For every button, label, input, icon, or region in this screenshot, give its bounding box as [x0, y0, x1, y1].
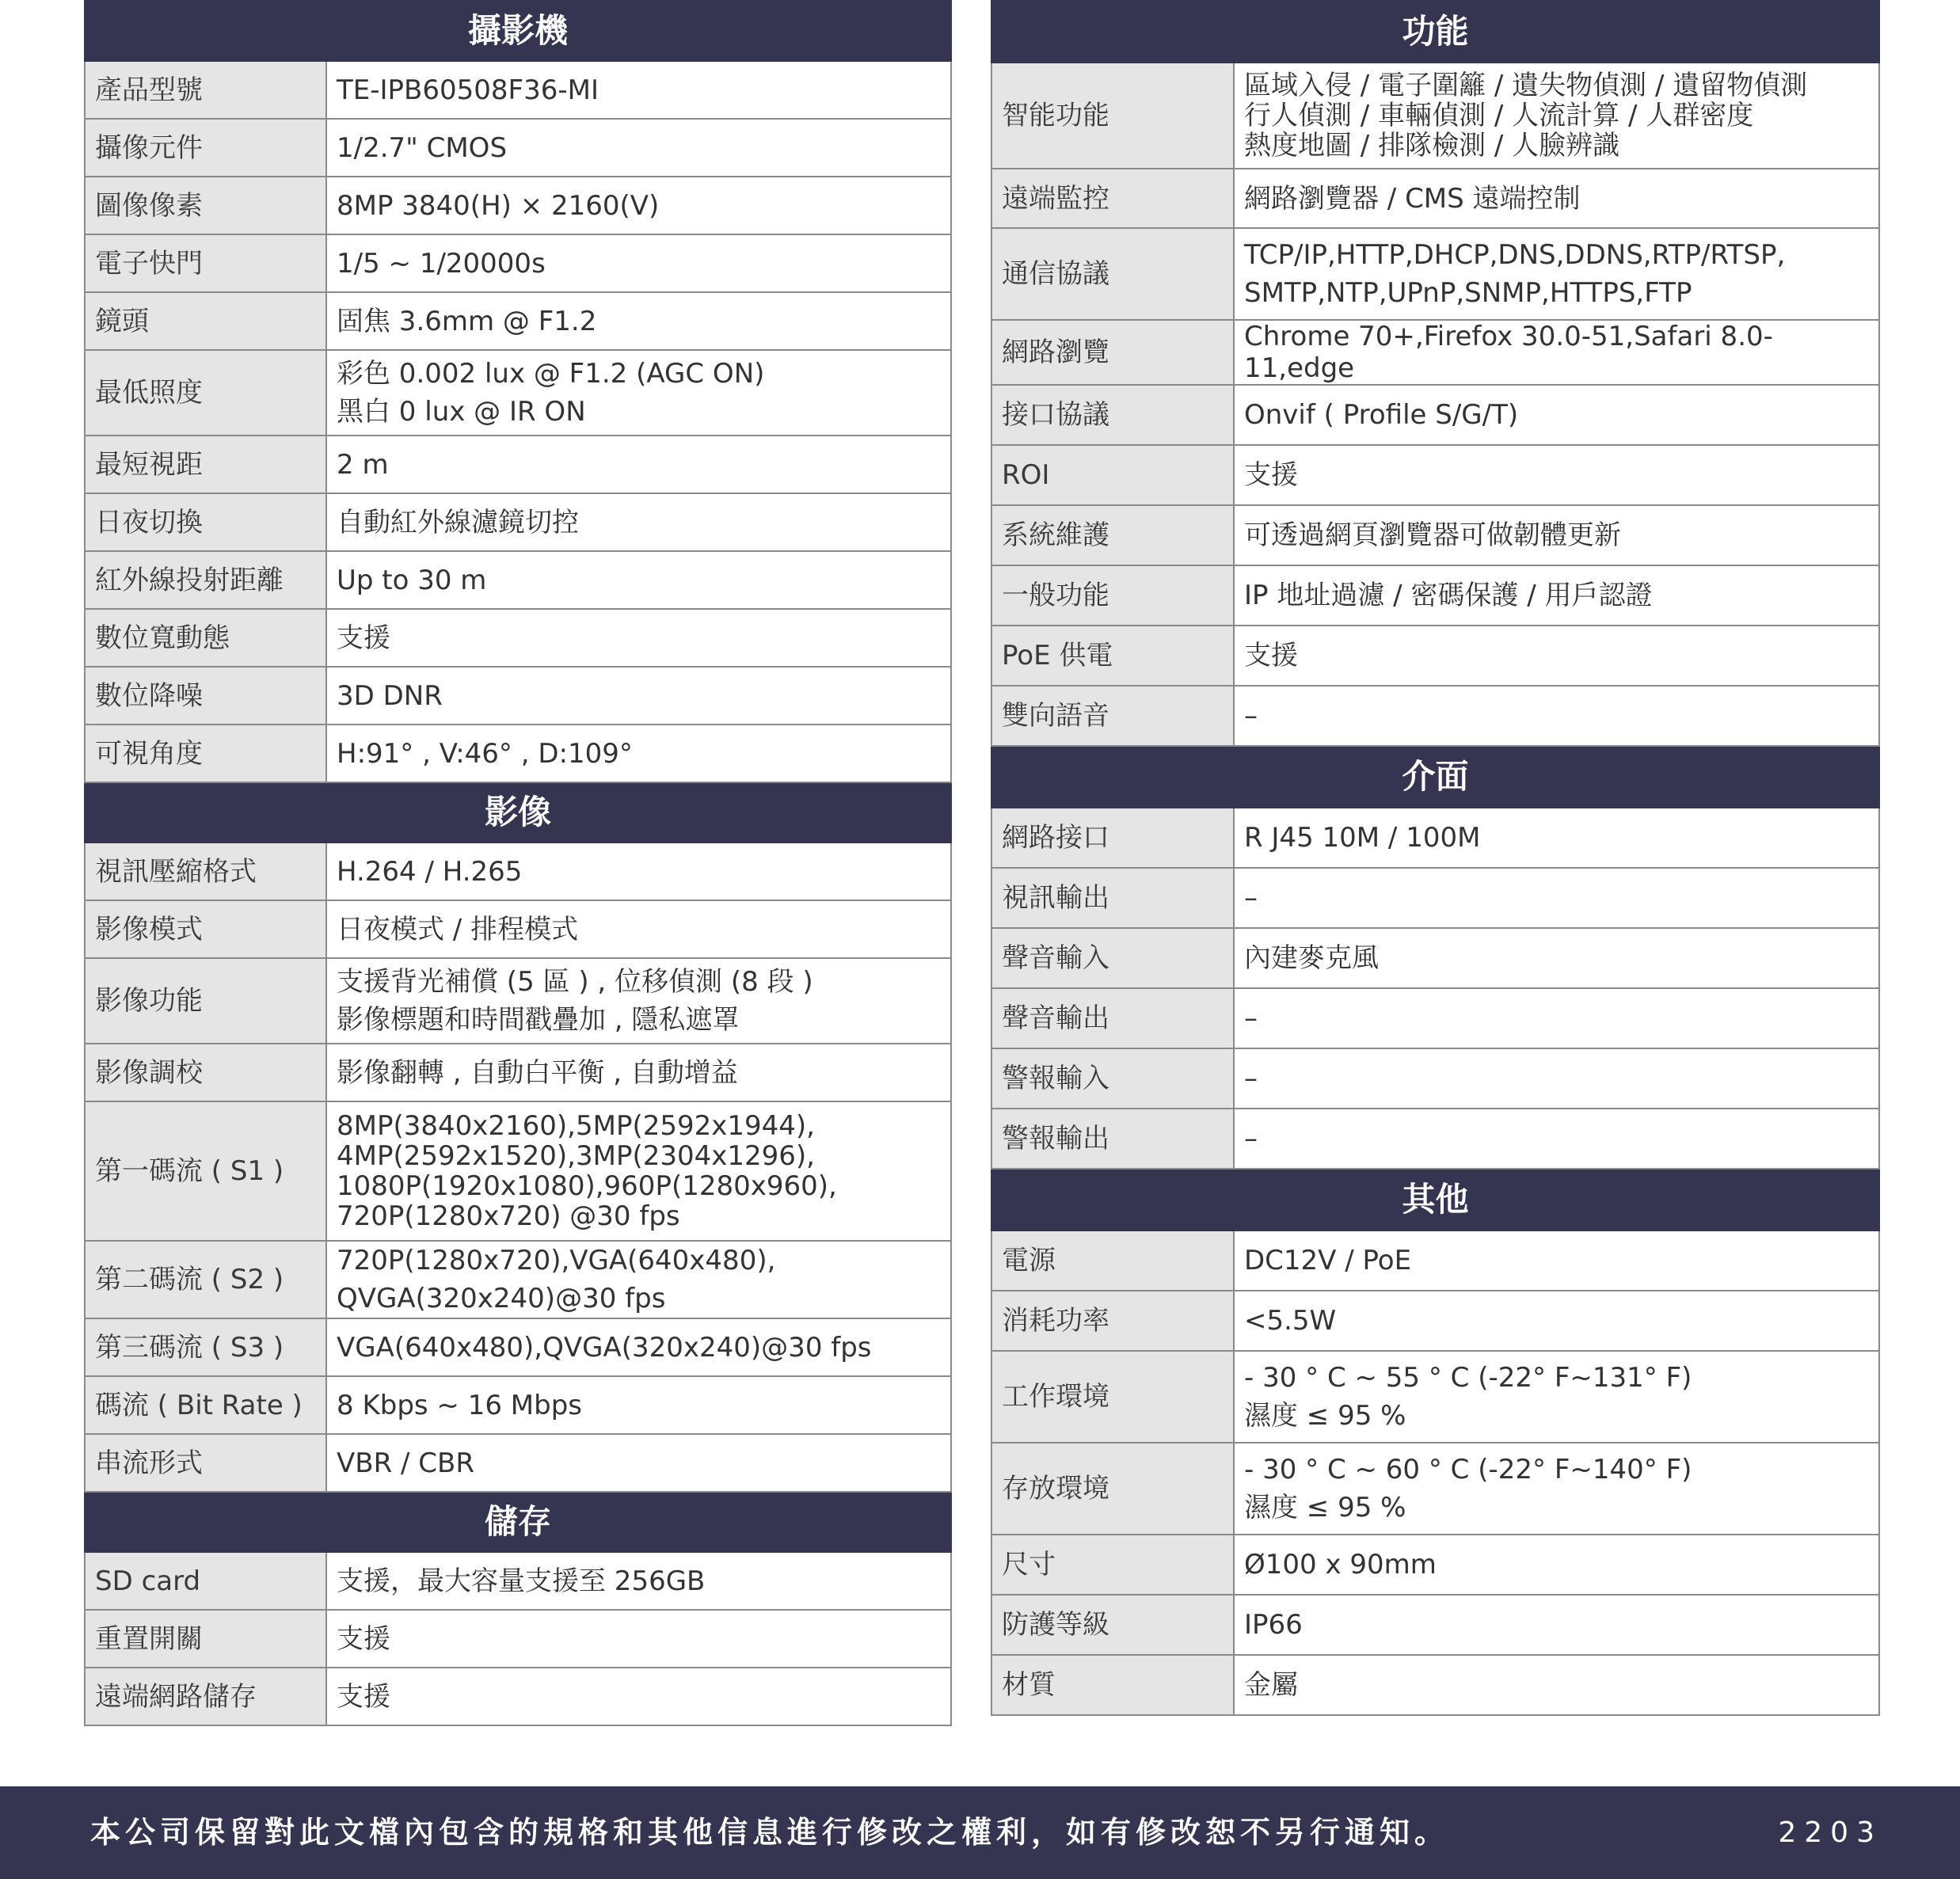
spec-value — [1234, 320, 1879, 385]
spec-value-line: – — [1244, 1123, 1258, 1154]
spec-value-line: DC12V / PoE — [1244, 1245, 1412, 1276]
spec-row — [991, 63, 1879, 169]
spec-row — [85, 1376, 951, 1434]
spec-label: 最低照度 — [85, 350, 326, 436]
spec-value-line: TE-IPB60508F36-MI — [337, 74, 599, 106]
spec-value — [1234, 988, 1879, 1048]
spec-row — [991, 808, 1879, 868]
spec-row — [85, 900, 951, 958]
spec-value — [326, 1101, 951, 1241]
spec-row — [85, 350, 951, 436]
spec-value — [1234, 626, 1879, 686]
section-header-storage — [85, 1492, 951, 1552]
spec-value-line: 8MP(3840x2160),5MP(2592x1944), — [337, 1110, 815, 1142]
spec-value-line: 彩色 0.002 lux @ F1.2 (AGC ON) — [337, 358, 765, 390]
spec-value — [1234, 686, 1879, 746]
spec-row — [85, 292, 951, 350]
section-title: 介面 — [991, 746, 1879, 808]
spec-value-line: IP66 — [1244, 1609, 1303, 1641]
spec-row — [991, 1535, 1879, 1595]
spec-row — [85, 843, 951, 900]
spec-label: 視訊壓縮格式 — [85, 843, 326, 900]
spec-label: SD card — [85, 1552, 326, 1610]
footer-version-code: 2203 — [1778, 1816, 1882, 1849]
spec-row — [85, 609, 951, 667]
spec-value — [326, 609, 951, 667]
spec-label: 第三碼流 ( S3 ) — [85, 1318, 326, 1376]
spec-value — [326, 1241, 951, 1318]
spec-row — [991, 1109, 1879, 1169]
spec-value-line: – — [1244, 1063, 1258, 1094]
spec-value-line: - 30 ° C ~ 60 ° C (-22° F~140° F) — [1244, 1454, 1692, 1485]
spec-label: 系統維護 — [991, 505, 1234, 565]
spec-value — [326, 61, 951, 119]
spec-label: 聲音輸出 — [991, 988, 1234, 1048]
spec-row — [991, 1048, 1879, 1109]
spec-value — [1234, 505, 1879, 565]
spec-value — [1234, 1109, 1879, 1169]
spec-value-line: 自動紅外線濾鏡切控 — [337, 506, 579, 538]
spec-label: 網路接口 — [991, 808, 1234, 868]
spec-label: 遠端網路儲存 — [85, 1668, 326, 1725]
section-header-camera — [85, 1, 951, 61]
spec-label: 日夜切換 — [85, 493, 326, 551]
spec-value — [326, 958, 951, 1044]
spec-label: 雙向語音 — [991, 686, 1234, 746]
spec-label: 圖像像素 — [85, 177, 326, 234]
spec-value — [326, 551, 951, 609]
spec-value-line: 720P(1280x720),VGA(640x480), — [337, 1245, 776, 1276]
spec-value — [326, 292, 951, 350]
spec-label: 數位寬動態 — [85, 609, 326, 667]
spec-value-line: 支援 — [337, 1680, 390, 1713]
spec-label: 智能功能 — [991, 63, 1234, 169]
spec-value — [1234, 445, 1879, 505]
section-header-image — [85, 782, 951, 843]
spec-value — [1234, 228, 1879, 320]
spec-row — [991, 565, 1879, 626]
footer-bar — [0, 1786, 1960, 1879]
spec-row — [85, 1101, 951, 1241]
spec-label: 存放環境 — [991, 1443, 1234, 1535]
spec-value — [326, 177, 951, 234]
spec-row — [85, 725, 951, 782]
spec-label: 數位降噪 — [85, 667, 326, 725]
spec-value — [326, 1434, 951, 1492]
spec-label: 尺寸 — [991, 1535, 1234, 1595]
spec-value — [1234, 928, 1879, 988]
spec-value-line: – — [1244, 882, 1258, 914]
spec-value — [1234, 1351, 1879, 1443]
spec-row — [991, 1595, 1879, 1655]
right-spec-table — [991, 0, 1880, 1716]
spec-row — [991, 1351, 1879, 1443]
spec-value-line: 支援背光補償 (5 區 ) , 位移偵測 (8 段 ) — [337, 966, 813, 998]
spec-row — [85, 1434, 951, 1492]
spec-value — [326, 234, 951, 292]
spec-row — [991, 1655, 1879, 1715]
spec-value-line: TCP/IP,HTTP,DHCP,DNS,DDNS,RTP/RTSP, — [1244, 239, 1786, 271]
spec-value-line: 1/2.7" CMOS — [337, 131, 508, 164]
spec-row — [85, 1668, 951, 1725]
spec-value-line: 720P(1280x720) @30 fps — [337, 1200, 680, 1232]
spec-label: 電子快門 — [85, 234, 326, 292]
spec-value-line: Onvif ( Profile S/G/T) — [1244, 399, 1519, 431]
spec-value — [1234, 868, 1879, 928]
spec-label: 最短視距 — [85, 436, 326, 493]
spec-row — [85, 61, 951, 119]
spec-value-line: 濕度 ≤ 95 % — [1244, 1492, 1406, 1523]
section-title: 影像 — [85, 782, 951, 843]
spec-value — [326, 493, 951, 551]
spec-label: 攝像元件 — [85, 119, 326, 177]
spec-label: 遠端監控 — [991, 169, 1234, 228]
spec-value-line: 支援 — [1244, 640, 1298, 671]
spec-row — [85, 119, 951, 177]
spec-row — [85, 667, 951, 725]
spec-value-line: 網路瀏覽器 / CMS 遠端控制 — [1244, 182, 1581, 215]
footer-disclaimer: 本公司保留對此文檔內包含的規格和其他信息進行修改之權利，如有修改恕不另行通知。 — [90, 1815, 1450, 1850]
spec-value-line: SMTP,NTP,UPnP,SNMP,HTTPS,FTP — [1244, 277, 1692, 309]
spec-row — [991, 928, 1879, 988]
spec-row — [991, 626, 1879, 686]
spec-row — [991, 686, 1879, 746]
spec-label: 鏡頭 — [85, 292, 326, 350]
spec-label: 網路瀏覽 — [991, 320, 1234, 385]
spec-value — [1234, 1048, 1879, 1109]
spec-value-line: 固焦 3.6mm @ F1.2 — [337, 305, 597, 337]
spec-row — [991, 505, 1879, 565]
spec-value — [326, 1376, 951, 1434]
spec-value — [1234, 1443, 1879, 1535]
spec-label: 通信協議 — [991, 228, 1234, 320]
spec-value-line: 可透過網頁瀏覽器可做韌體更新 — [1244, 519, 1621, 551]
spec-value — [1234, 169, 1879, 228]
spec-label: 重置開關 — [85, 1610, 326, 1668]
left-spec-table — [84, 0, 952, 1726]
spec-value-line: 濕度 ≤ 95 % — [1244, 1400, 1406, 1432]
spec-value-line: VGA(640x480),QVGA(320x240)@30 fps — [337, 1331, 872, 1364]
spec-label: 視訊輸出 — [991, 868, 1234, 928]
spec-value — [1234, 1655, 1879, 1715]
spec-value-line: - 30 ° C ~ 55 ° C (-22° F~131° F) — [1244, 1362, 1692, 1394]
spec-value-line: 行人偵測 / 車輛偵測 / 人流計算 / 人群密度 — [1244, 100, 1754, 131]
spec-value-line: H.264 / H.265 — [337, 855, 523, 888]
section-title: 其他 — [991, 1169, 1879, 1230]
spec-value-line: IP 地址過濾 / 密碼保護 / 用戶認證 — [1244, 580, 1653, 611]
spec-value — [1234, 1595, 1879, 1655]
spec-value-line: 2 m — [337, 448, 389, 481]
spec-value-line: 金屬 — [1244, 1669, 1298, 1701]
spec-value-line: 1/5 ~ 1/20000s — [337, 247, 546, 280]
spec-row — [85, 1552, 951, 1610]
spec-value — [326, 1610, 951, 1668]
spec-value-line: R J45 10M / 100M — [1244, 822, 1481, 854]
spec-row — [85, 1241, 951, 1318]
spec-value-line: 支援 — [337, 622, 390, 654]
spec-row — [991, 988, 1879, 1048]
spec-value — [1234, 63, 1879, 169]
spec-row — [85, 177, 951, 234]
spec-value — [326, 1552, 951, 1610]
spec-value — [1234, 1535, 1879, 1595]
spec-value-line: Ø100 x 90mm — [1244, 1549, 1437, 1580]
spec-label: 第二碼流 ( S2 ) — [85, 1241, 326, 1318]
spec-value-line: 熱度地圖 / 排隊檢測 / 人臉辨識 — [1244, 130, 1620, 162]
spec-label: 聲音輸入 — [991, 928, 1234, 988]
spec-value — [326, 436, 951, 493]
spec-label: 產品型號 — [85, 61, 326, 119]
spec-value-line: 3D DNR — [337, 679, 443, 712]
section-header-function — [991, 1, 1879, 63]
section-title: 功能 — [991, 1, 1879, 63]
spec-row — [991, 445, 1879, 505]
spec-row — [991, 320, 1879, 385]
spec-label: 影像模式 — [85, 900, 326, 958]
spec-label: 接口協議 — [991, 385, 1234, 445]
spec-value-line: 8MP 3840(H) × 2160(V) — [337, 189, 660, 222]
spec-value — [326, 667, 951, 725]
spec-row — [991, 228, 1879, 320]
spec-label: 一般功能 — [991, 565, 1234, 626]
spec-label: 紅外線投射距離 — [85, 551, 326, 609]
spec-label: 防護等級 — [991, 1595, 1234, 1655]
spec-label: 電源 — [991, 1230, 1234, 1291]
spec-value-line: 日夜模式 / 排程模式 — [337, 913, 579, 945]
spec-value — [1234, 565, 1879, 626]
spec-value-line: <5.5W — [1244, 1305, 1337, 1337]
spec-value — [326, 900, 951, 958]
spec-label: 工作環境 — [991, 1351, 1234, 1443]
spec-row — [991, 1291, 1879, 1351]
spec-value-line: Chrome 70+,Firefox 30.0-51,Safari 8.0-11,edge — [1244, 321, 1773, 384]
spec-value — [326, 350, 951, 436]
spec-value — [326, 725, 951, 782]
spec-label: 警報輸出 — [991, 1109, 1234, 1169]
spec-value — [326, 1668, 951, 1725]
spec-row — [85, 1610, 951, 1668]
spec-label: 可視角度 — [85, 725, 326, 782]
section-header-other — [991, 1169, 1879, 1230]
spec-row — [85, 436, 951, 493]
spec-value-line: H:91° , V:46° , D:109° — [337, 737, 633, 770]
spec-value-line: 4MP(2592x1520),3MP(2304x1296), — [337, 1140, 815, 1172]
spec-label: PoE 供電 — [991, 626, 1234, 686]
spec-label: ROI — [991, 445, 1234, 505]
spec-value-line: 影像翻轉 , 自動白平衡 , 自動增益 — [337, 1056, 738, 1089]
spec-row — [85, 1318, 951, 1376]
spec-value — [326, 119, 951, 177]
section-header-interface — [991, 746, 1879, 808]
spec-value-line: 黑白 0 lux @ IR ON — [337, 396, 586, 428]
spec-label: 串流形式 — [85, 1434, 326, 1492]
spec-label: 警報輸入 — [991, 1048, 1234, 1109]
spec-label: 消耗功率 — [991, 1291, 1234, 1351]
spec-value — [326, 843, 951, 900]
section-title: 儲存 — [85, 1492, 951, 1552]
spec-row — [85, 551, 951, 609]
spec-value-line: 支援 — [1244, 459, 1298, 491]
spec-label: 第一碼流 ( S1 ) — [85, 1101, 326, 1241]
section-title: 攝影機 — [85, 1, 951, 61]
spec-label: 材質 — [991, 1655, 1234, 1715]
spec-value-line: 支援，最大容量支援至 256GB — [337, 1565, 706, 1597]
spec-label: 碼流 ( Bit Rate ) — [85, 1376, 326, 1434]
spec-row — [991, 1443, 1879, 1535]
spec-row — [991, 385, 1879, 445]
spec-label: 影像功能 — [85, 958, 326, 1044]
spec-value-line: 內建麥克風 — [1244, 942, 1379, 974]
spec-value-line: 8 Kbps ~ 16 Mbps — [337, 1389, 583, 1421]
spec-value — [326, 1318, 951, 1376]
spec-value-line: 支援 — [337, 1622, 390, 1655]
spec-row — [991, 868, 1879, 928]
spec-value-line: Up to 30 m — [337, 564, 487, 596]
spec-value-line: 影像標題和時間戳疊加 , 隱私遮罩 — [337, 1004, 740, 1036]
spec-row — [85, 1044, 951, 1101]
spec-value-line: VBR / CBR — [337, 1447, 474, 1479]
spec-row — [85, 493, 951, 551]
spec-value-line: 1080P(1920x1080),960P(1280x960), — [337, 1170, 837, 1202]
spec-value — [1234, 1291, 1879, 1351]
spec-row — [85, 234, 951, 292]
spec-label: 影像調校 — [85, 1044, 326, 1101]
spec-row — [991, 169, 1879, 228]
spec-value — [1234, 385, 1879, 445]
spec-value — [1234, 808, 1879, 868]
right-spec-column — [991, 0, 1880, 1716]
spec-value-line: QVGA(320x240)@30 fps — [337, 1283, 666, 1314]
spec-value — [326, 1044, 951, 1101]
spec-value-line: – — [1244, 700, 1258, 732]
spec-value — [1234, 1230, 1879, 1291]
left-spec-column — [84, 0, 952, 1726]
spec-value-line: – — [1244, 1002, 1258, 1034]
spec-value-line: 區域入侵 / 電子圍籬 / 遺失物偵測 / 遺留物偵測 — [1244, 70, 1808, 101]
spec-row — [85, 958, 951, 1044]
spec-row — [991, 1230, 1879, 1291]
